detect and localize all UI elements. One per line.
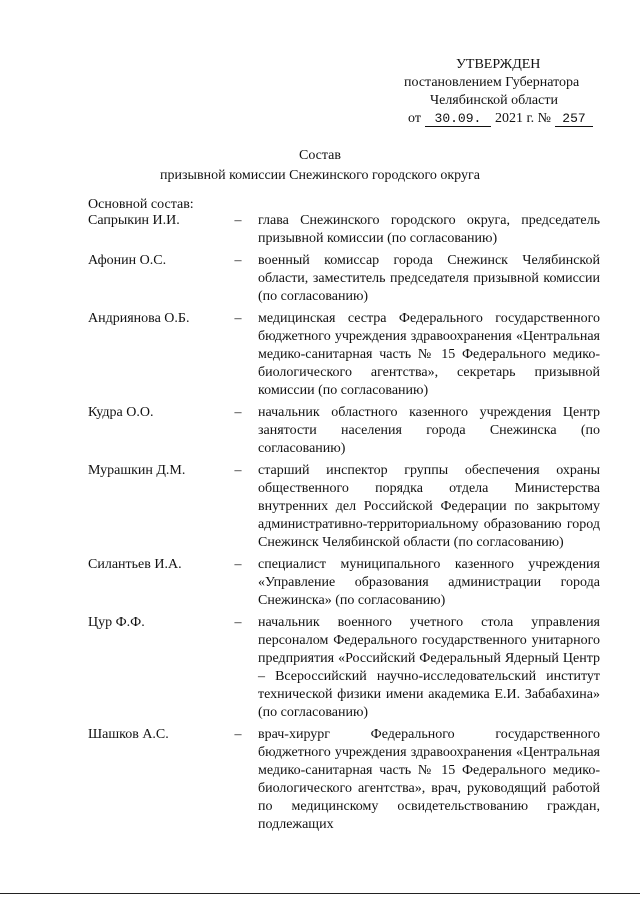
approval-stamp [404,56,604,128]
approval-by: постановлением Губернатора [404,75,580,90]
member-name: Силантьев И.А. [88,557,182,572]
member-dash: – [234,405,242,420]
approval-heading: УТВЕРЖДЕН [456,57,541,72]
member-row [88,310,600,400]
member-name: Андриянова О.Б. [88,311,190,326]
member-description: врач-хирург Федерального государственного бюджетного учреждения здравоохранения «Центральная медико-санитарная часть № 15 Федерального медико-биологического агентства», врач, руководящий работой по медицинскому освидетельствованию граждан, подлежащих [258,727,600,832]
member-row [88,726,600,834]
approval-number: 257 [555,111,593,127]
member-dash: – [234,727,242,742]
member-name: Шашков А.С. [88,727,169,742]
member-row [88,556,600,610]
member-dash: – [234,557,242,572]
member-row [88,614,600,722]
from-label: от [408,111,421,126]
page-bottom-rule [0,893,640,894]
member-description: глава Снежинского городского округа, председатель призывной комиссии (по согласованию) [258,213,600,246]
member-dash: – [234,253,242,268]
member-description: старший инспектор группы обеспечения охраны общественного порядка отдела Министерства внутренних дел Российской Федерации по закрытому административно-территориальному образованию город Снежинск Челябинской области (по согласованию) [258,463,600,550]
member-description: начальник областного казенного учреждения Центр занятости населения города Снежинска (по согласованию) [258,405,600,456]
member-dash: – [234,463,242,478]
member-description: специалист муниципального казенного учреждения «Управление образования администрации города Снежинска» (по согласованию) [258,557,600,608]
member-description: начальник военного учетного стола управления персоналом Федерального государственного унитарного предприятия «Российский Федеральный Ядерный Центр – Всероссийский научно-исследовательский институт технической физики имени академика Е.И. Забабахина» (по согласованию) [258,615,600,720]
member-name: Мурашкин Д.М. [88,463,186,478]
member-description: медицинская сестра Федерального государственного бюджетного учреждения здравоохранения «Центральная медико-санитарная часть № 15 Федерального медико-биологического агентства», секретарь призывной комиссии (по согласованию) [258,311,600,398]
member-name: Кудра О.О. [88,405,154,420]
member-row [88,252,600,306]
member-row [88,462,600,552]
member-dash: – [234,213,242,228]
member-name: Афонин О.С. [88,253,167,268]
members-list [88,212,600,838]
title-line-2: призывной комиссии Снежинского городского округа [160,168,480,183]
member-dash: – [234,311,242,326]
member-description: военный комиссар города Снежинск Челябинской области, заместитель председателя призывной комиссии (по согласованию) [258,253,600,304]
approval-date-line [408,110,604,128]
member-name: Цур Ф.Ф. [88,615,145,630]
title-line-1: Состав [298,148,341,163]
member-row [88,212,600,248]
year-text: 2021 г. № [494,111,551,126]
approval-region: Челябинской области [430,93,558,108]
member-name: Сапрыкин И.И. [88,213,180,228]
section-label: Основной состав: [88,197,194,212]
member-dash: – [234,615,242,630]
approval-date: 30.09. [425,111,491,127]
document-title [0,146,640,186]
member-row [88,404,600,458]
